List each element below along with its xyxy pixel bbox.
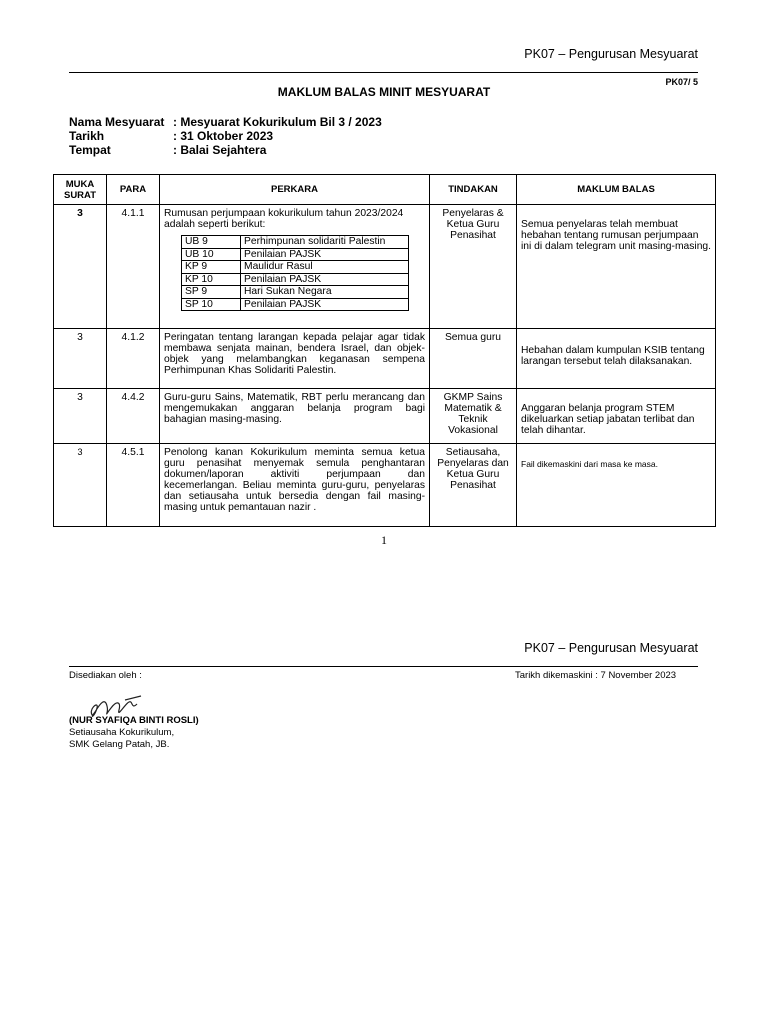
signatory-block xyxy=(69,715,199,751)
table-row xyxy=(54,329,716,389)
meeting-name-value: : Mesyuarat Kokurikulum Bil 3 / 2023 xyxy=(173,115,382,129)
sub-code: SP 9 xyxy=(182,286,241,299)
cell-para: 4.1.1 xyxy=(107,205,160,329)
activity-sub-table xyxy=(181,235,409,311)
sub-item: Maulidur Rasul xyxy=(241,261,409,274)
sub-code: UB 9 xyxy=(182,236,241,249)
sub-item: Penilaian PAJSK xyxy=(241,298,409,311)
document-title: MAKLUM BALAS MINIT MESYUARAT xyxy=(277,85,491,99)
signatory-role: Setiausaha Kokurikulum, xyxy=(69,727,175,738)
sub-code: KP 10 xyxy=(182,273,241,286)
document-code: PK07/ 5 xyxy=(665,77,698,87)
table-header-row xyxy=(54,175,716,205)
cell-para: 4.1.2 xyxy=(107,329,160,389)
cell-perkara: Guru-guru Sains, Matematik, RBT perlu merancang dan mengemukakan anggaran belanja program bagi bahagian masing-masing. xyxy=(160,389,430,444)
cell-maklum-balas: Anggaran belanja program STEM dikeluarkan setiap jabatan terlibat dan telah dihantar. xyxy=(517,389,716,444)
table-row xyxy=(54,389,716,444)
cell-tindakan: GKMP Sains Matematik & Teknik Vokasional xyxy=(430,389,517,444)
cell-maklum-balas: Fail dikemaskini dari masa ke masa. xyxy=(517,444,716,527)
cell-tindakan: Setiausaha, Penyelaras dan Ketua Guru Penasihat xyxy=(430,444,517,527)
cell-tindakan: Penyelaras & Ketua Guru Penasihat xyxy=(430,205,517,329)
cell-perkara: Peringatan tentang larangan kepada pelajar agar tidak membawa senjata mainan, bendera Israel, dan objek-objek yang melambangkan keganasan sempena Perhimpunan Khas Solidariti Palestin. xyxy=(160,329,430,389)
sub-table-row xyxy=(182,273,409,286)
sub-code: UB 10 xyxy=(182,248,241,261)
col-header-muka-surat: MUKA SURAT xyxy=(54,175,107,205)
cell-tindakan: Semua guru xyxy=(430,329,517,389)
cell-para: 4.4.2 xyxy=(107,389,160,444)
sub-table-row xyxy=(182,248,409,261)
table-row xyxy=(54,205,716,329)
footer-form-title: PK07 – Pengurusan Mesyuarat xyxy=(524,641,698,655)
meeting-name-label: Nama Mesyuarat xyxy=(69,115,165,129)
cell-perkara: Penolong kanan Kokurikulum meminta semua ketua guru penasihat menyemak semula penghantaran dokumen/laporan aktiviti perjumpaan dan kecemerlangan. Beliau meminta guru-guru, penyelaras dan setiausaha untuk bersedia dengan fail masing-masing untuk pemantauan nazir . xyxy=(160,444,430,527)
updated-date: Tarikh dikemaskini : 7 November 2023 xyxy=(515,670,677,681)
sub-code: SP 10 xyxy=(182,298,241,311)
col-header-tindakan: TINDAKAN xyxy=(430,175,517,205)
prepared-by-label: Disediakan oleh : xyxy=(69,670,142,681)
meeting-date-value: : 31 Oktober 2023 xyxy=(173,129,274,143)
cell-muka-surat: 3 xyxy=(54,389,107,444)
page-number: 1 xyxy=(381,533,387,547)
meeting-details xyxy=(69,115,382,157)
cell-muka-surat: 3 xyxy=(54,444,107,527)
sub-item: Hari Sukan Negara xyxy=(241,286,409,299)
form-header-title: PK07 – Pengurusan Mesyuarat xyxy=(524,47,698,61)
meeting-place-label: Tempat xyxy=(69,143,111,157)
cell-muka-surat: 3 xyxy=(54,205,107,329)
footer-divider xyxy=(69,666,698,667)
col-header-para: PARA xyxy=(107,175,160,205)
cell-para: 4.5.1 xyxy=(107,444,160,527)
sub-table-row xyxy=(182,298,409,311)
sub-item: Perhimpunan solidariti Palestin xyxy=(241,236,409,249)
signatory-organization: SMK Gelang Patah, JB. xyxy=(69,739,170,750)
meeting-place-value: : Balai Sejahtera xyxy=(173,143,267,157)
header-divider xyxy=(69,72,698,73)
col-header-maklum-balas: MAKLUM BALAS xyxy=(517,175,716,205)
feedback-table xyxy=(53,174,716,527)
sub-table-row xyxy=(182,286,409,299)
cell-perkara xyxy=(160,205,430,329)
signatory-name: (NUR SYAFIQA BINTI ROSLI) xyxy=(69,715,199,726)
meeting-date-label: Tarikh xyxy=(69,129,105,143)
perkara-text: Rumusan perjumpaan kokurikulum tahun 2023/2024 adalah seperti berikut: xyxy=(164,208,404,230)
sub-item: Penilaian PAJSK xyxy=(241,273,409,286)
sub-table-row xyxy=(182,236,409,249)
sub-item: Penilaian PAJSK xyxy=(241,248,409,261)
table-row xyxy=(54,444,716,527)
sub-code: KP 9 xyxy=(182,261,241,274)
cell-maklum-balas: Hebahan dalam kumpulan KSIB tentang larangan tersebut telah dilaksanakan. xyxy=(517,329,716,389)
cell-maklum-balas: Semua penyelaras telah membuat hebahan tentang rumusan perjumpaan ini di dalam telegram unit masing-masing. xyxy=(517,205,716,329)
col-header-perkara: PERKARA xyxy=(160,175,430,205)
sub-table-row xyxy=(182,261,409,274)
cell-muka-surat: 3 xyxy=(54,329,107,389)
